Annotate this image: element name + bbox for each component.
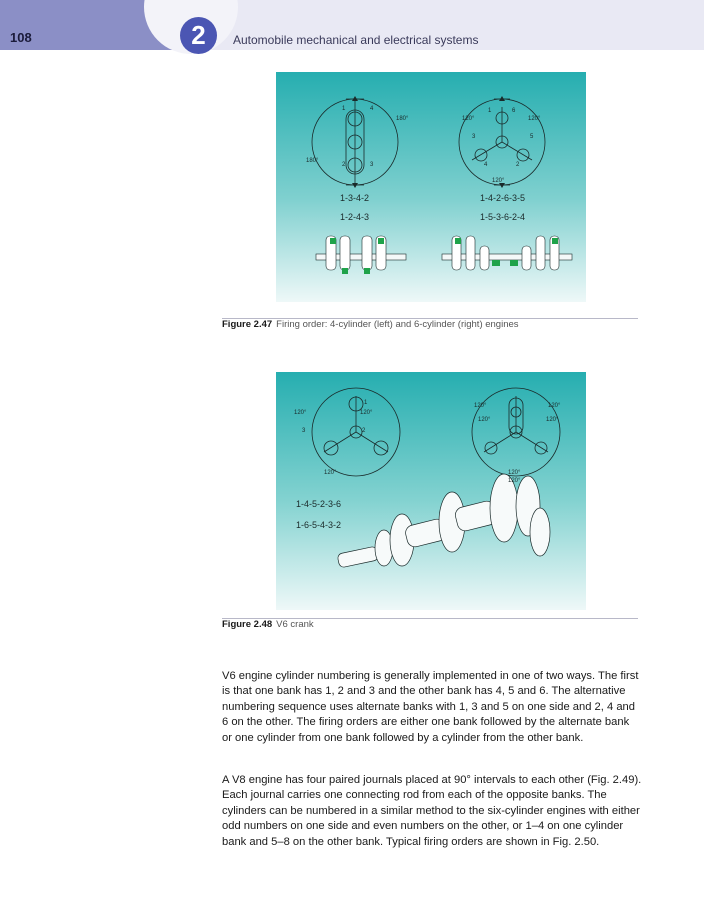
- angle-label: 180°: [396, 116, 409, 122]
- caption-label: Figure 2.47: [222, 319, 273, 330]
- crankshaft-side-left: [316, 236, 406, 274]
- firing-order-4cyl-b: 1-2-4-3: [340, 212, 370, 222]
- cylinder-number: 3: [472, 134, 476, 140]
- figure-caption-2-47: [222, 319, 519, 330]
- firing-order-6cyl-b: 1-5-3-6-2-4: [480, 212, 526, 222]
- cylinder-number: 1: [364, 400, 368, 406]
- cylinder-number: 3: [370, 162, 374, 168]
- figure-2-47: [276, 72, 586, 302]
- cylinder-number: 5: [530, 134, 534, 140]
- cylinder-number: 3: [302, 428, 306, 434]
- angle-label: 120°: [462, 116, 475, 122]
- cylinder-number: 4: [484, 162, 488, 168]
- angle-label: 120°: [360, 410, 373, 416]
- angle-label: 120°: [294, 410, 307, 416]
- angle-label: 120°: [324, 470, 337, 476]
- v6-firing-order-b: 1-6-5-4-3-2: [296, 520, 342, 530]
- caption-text: V6 crank: [276, 619, 314, 630]
- cylinder-number: 2: [516, 162, 520, 168]
- angle-label: 180°: [306, 158, 319, 164]
- figure-caption-2-48: [222, 619, 314, 630]
- cylinder-number: 4: [370, 106, 374, 112]
- cylinder-number: 2: [362, 428, 366, 434]
- caption-text: Firing order: 4-cylinder (left) and 6-cylinder (right) engines: [276, 319, 519, 330]
- cylinder-number: 6: [512, 108, 516, 114]
- v6-firing-order-a: 1-4-5-2-3-6: [296, 499, 342, 509]
- crankshaft-illustration: [337, 474, 550, 568]
- angle-label: 120°: [508, 470, 521, 476]
- firing-order-6cyl-a: 1-4-2-6-3-5: [480, 193, 526, 203]
- figure-2-48: [276, 372, 586, 610]
- cylinder-number: 2: [342, 162, 346, 168]
- body-paragraph-1: V6 engine cylinder numbering is generally implemented in one of two ways. The first is that one bank has 1, 2 and 3 and the other bank has 4, 5 and 6. The alternative numbering sequence uses alternate banks with 1, 3 and 5 on one side and 2, 4 and 6 on the other. The firing orders are either one bank followed by the alternate bank or one cylinder from one bank followed by a cylinder from the other bank.: [222, 670, 639, 744]
- body-paragraph-2: A V8 engine has four paired journals placed at 90° intervals to each other (Fig. 2.49). Each journal carries one connecting rod from each of the opposite banks. The cylinders can be numbered in a similar method to the six-cylinder engines with either odd numbers on one side and even numbers on the other, or 1–4 on one cylinder bank and 5–8 on the other bank. Typical firing orders are shown in Fig. 2.50.: [222, 774, 642, 848]
- angle-label: 120°: [546, 417, 559, 423]
- cylinder-number: 1: [342, 106, 346, 112]
- angle-label: 120°: [478, 417, 491, 423]
- cylinder-number: 1: [488, 108, 492, 114]
- angle-label: 120°: [508, 478, 521, 484]
- page-number: 108: [10, 30, 32, 45]
- angle-label: 120°: [492, 178, 505, 184]
- v6-crank-diagram: [276, 372, 586, 610]
- chapter-number-badge: 2: [180, 17, 217, 54]
- firing-order-diagrams: [276, 72, 586, 302]
- angle-label: 120°: [474, 403, 487, 409]
- crankshaft-side-right: [442, 236, 572, 270]
- running-title: Automobile mechanical and electrical systems: [233, 33, 479, 47]
- angle-label: 120°: [548, 403, 561, 409]
- caption-label: Figure 2.48: [222, 619, 273, 630]
- angle-label: 120°: [528, 116, 541, 122]
- firing-order-4cyl-a: 1-3-4-2: [340, 193, 370, 203]
